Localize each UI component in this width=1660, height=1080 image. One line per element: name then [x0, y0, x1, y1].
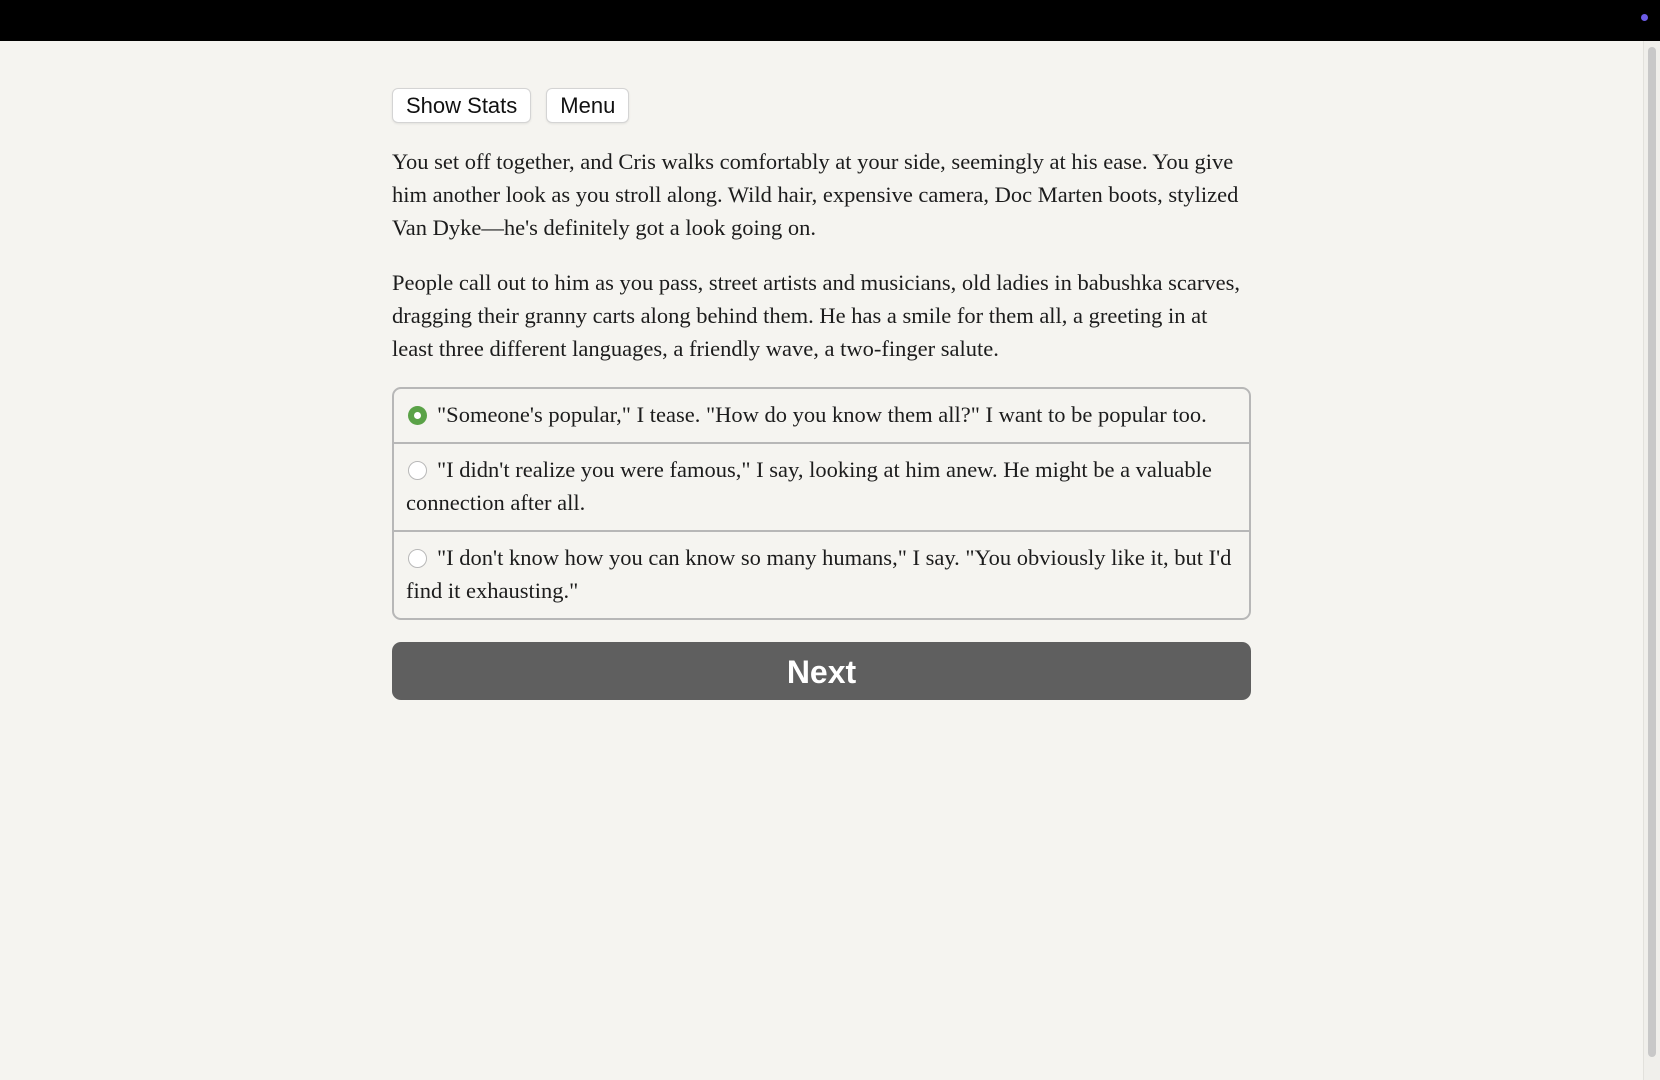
story-paragraph: People call out to him as you pass, street artists and musicians, old ladies in babushka scarves, dragging their granny carts along behind them. He has a smile for them all, a greeting in at least three different languages, a friendly wave, a two-finger salute.: [392, 270, 1240, 361]
choice-option-2[interactable]: [394, 444, 1249, 532]
status-dot-icon: [1641, 14, 1648, 21]
scrollbar-thumb[interactable]: [1648, 47, 1656, 1057]
radio-unselected-icon[interactable]: [408, 549, 427, 568]
story-paragraph: You set off together, and Cris walks comfortably at your side, seemingly at his ease. You give him another look as you stroll along. Wild hair, expensive camera, Doc Marten boots, stylized Van Dyke—he's definitely got a look going on.: [392, 149, 1239, 240]
choice-label: "Someone's popular," I tease. "How do you know them all?" I want to be popular too.: [437, 402, 1207, 427]
choice-label: "I don't know how you can know so many humans," I say. "You obviously like it, but I'd find it exhausting.": [406, 545, 1232, 603]
show-stats-button[interactable]: Show Stats: [392, 88, 531, 123]
top-bar: [0, 0, 1660, 41]
choice-label: "I didn't realize you were famous," I say, looking at him anew. He might be a valuable connection after all.: [406, 457, 1212, 515]
game-content: [392, 88, 1251, 700]
radio-selected-icon[interactable]: [408, 406, 427, 425]
toolbar: [392, 88, 1251, 123]
choice-option-1[interactable]: [394, 389, 1249, 444]
next-button[interactable]: Next: [392, 642, 1251, 700]
radio-unselected-icon[interactable]: [408, 461, 427, 480]
vertical-scrollbar[interactable]: [1643, 41, 1660, 1080]
menu-button[interactable]: Menu: [546, 88, 629, 123]
choice-list: [392, 387, 1251, 620]
choice-option-3[interactable]: [394, 532, 1249, 618]
